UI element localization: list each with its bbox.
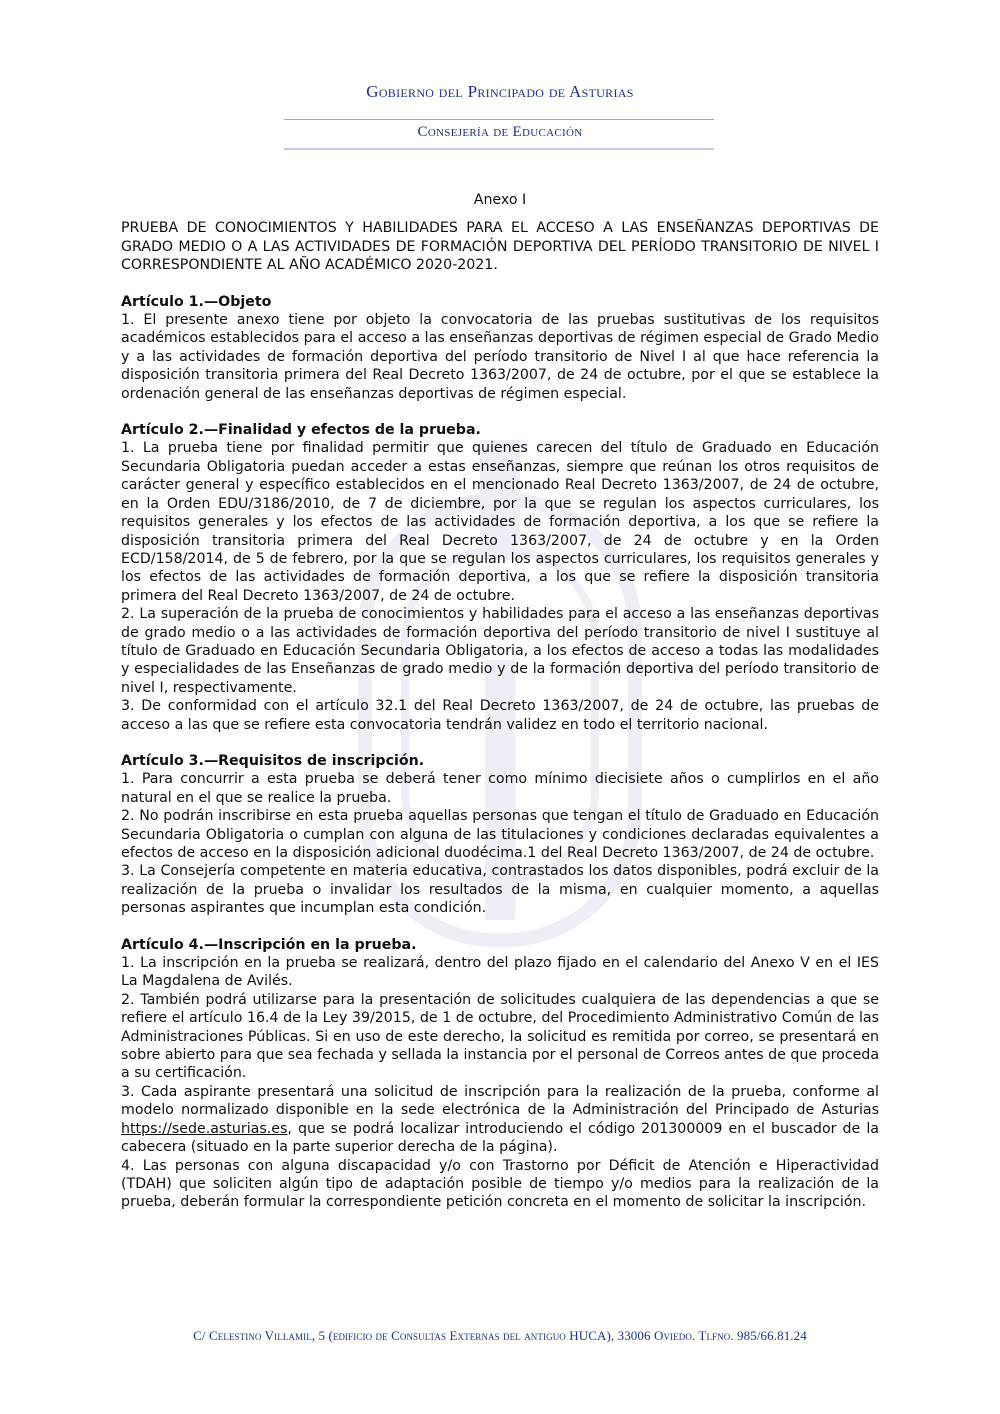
article-paragraph: 3. La Consejería competente en materia educativa, contrastados los datos disponibles, podrá excluir de la realización de la prueba o invalidar los resultados de la misma, en cualquier momento, a aquellas personas aspirantes que incumplan esta condición. [121, 863, 879, 917]
article-heading: Artículo 1.—Objeto [121, 293, 272, 310]
article-paragraph: 1. La inscripción en la prueba se realizará, dentro del plazo fijado en el calendario del Anexo V en el IES La Magdalena de Avilés. [121, 955, 879, 990]
article-1 [121, 293, 879, 403]
article-3 [121, 752, 879, 918]
document-title: PRUEBA DE CONOCIMIENTOS Y HABILIDADES PARA EL ACCESO A LAS ENSEÑANZAS DEPORTIVAS DE GRADO MEDIO O A LAS ACTIVIDADES DE FORMACIÓN DEPORTIVA DEL PERÍODO TRANSITORIO DE NIVEL I CORRESPONDIENTE AL AÑO ACADÉMICO 2020-2021. [121, 220, 879, 274]
article-paragraph: 3. De conformidad con el artículo 32.1 del Real Decreto 1363/2007, de 24 de octubre, las pruebas de acceso a las que se refiere esta convocatoria tendrán validez en todo el territorio nacional. [121, 698, 879, 733]
article-heading: Artículo 3.—Requisitos de inscripción. [121, 752, 425, 769]
article-heading: Artículo 4.—Inscripción en la prueba. [121, 936, 417, 953]
header-divider-bottom [284, 148, 714, 150]
sede-electronica-link[interactable]: https://sede.asturias.es [121, 1120, 288, 1137]
header-divider-top [284, 119, 714, 120]
article-paragraph: 2. No podrán inscribirse en esta prueba aquellas personas que tengan el título de Graduado en Educación Secundaria Obligatoria o cumplan con alguna de las titulaciones y condiciones declaradas equivalentes a efectos de acceso en la disposición adicional duodécima.1 del Real Decreto 1363/2007, de 24 de octubre. [121, 808, 879, 861]
department-header-subtitle: Consejería de Educación [417, 124, 583, 140]
article-heading: Artículo 2.—Finalidad y efectos de la prueba. [121, 422, 481, 439]
article-paragraph: 1. El presente anexo tiene por objeto la convocatoria de las pruebas sustitutivas de los requisitos académicos establecidos para el acceso a las enseñanzas deportivas de régimen especial de Grado Medio y a las actividades de formación deportiva del período transitorio de Nivel I al que hace referencia la disposición transitoria primera del Real Decreto 1363/2007, de 24 de octubre, por el que se establece la ordenación general de las enseñanzas deportivas de régimen especial. [121, 312, 879, 402]
article-paragraph: 4. Las personas con alguna discapacidad y/o con Trastorno por Déficit de Atención e Hiperactividad (TDAH) que soliciten algún tipo de adaptación posible de tiempo y/o medios para la realización de la prueba, deberán formular la correspondiente petición concreta en el momento de solicitar la inscripción. [121, 1157, 879, 1211]
footer-address: C/ Celestino Villamil, 5 (edificio de Consultas Externas del antiguo HUCA), 33006 Oviedo. Tlfno. 985/66.81.24 [193, 1328, 807, 1343]
paragraph-text: 3. Cada aspirante presentará una solicitud de inscripción para la realización de la prueba, conforme al modelo normalizado disponible en la sede electrónica de la Administración del Principado de Asturias [121, 1083, 879, 1119]
article-paragraph: 1. Para concurrir a esta prueba se deberá tener como mínimo diecisiete años o cumplirlos en el año natural en el que se realice la prueba. [121, 771, 879, 806]
article-paragraph: 2. La superación de la prueba de conocimientos y habilidades para el acceso a las enseñanzas deportivas de grado medio o a las actividades de formación deportiva del período transitorio de nivel I sustituye al título de Graduado en Educación Secundaria Obligatoria, a los efectos de acceso a todas las modalidades y especialidades de las Enseñanzas de grado medio y de la formación deportiva del período transitorio de nivel I, respectivamente. [121, 606, 879, 696]
annex-label: Anexo I [473, 192, 527, 208]
paragraph-text: , que se podrá localizar introduciendo el código 201300009 en el buscador de la cabecera (situado en la parte superior derecha de la página). [121, 1120, 879, 1156]
article-4 [121, 936, 879, 1212]
article-paragraph: 2. También podrá utilizarse para la presentación de solicitudes cualquiera de las dependencias a que se refiere el artículo 16.4 de la Ley 39/2015, de 1 de octubre, del Procedimiento Administrativo Común de las Administraciones Públicas. Si en uso de este derecho, la solicitud es remitida por correo, se presentará en sobre abierto para que sea fechada y sellada la instancia por el personal de Correos antes de que proceda a su certificación. [121, 991, 880, 1082]
article-2 [121, 421, 879, 734]
government-header-title: Gobierno del Principado de Asturias [366, 82, 634, 101]
article-paragraph [121, 1083, 879, 1157]
article-paragraph: 1. La prueba tiene por finalidad permitir que quienes carecen del título de Graduado en Educación Secundaria Obligatoria puedan acceder a estas enseñanzas, siempre que reúnan los otros requisitos de carácter general y específico establecidos en el mencionado Real Decreto 1363/2007, de 24 de octubre, en la Orden EDU/3186/2010, de 7 de diciembre, por la que se regulan los aspectos curriculares, los requisitos generales y los efectos de las actividades de formación deportiva, a los que se refiere la disposición transitoria primera del Real Decreto 1363/2007, de 24 de octubre y en la Orden ECD/158/2014, de 5 de febrero, por la que se regulan los aspectos curriculares, los requisitos generales y los efectos de las actividades de formación deportiva, a los que se refiere la disposición transitoria primera del Real Decreto 1363/2007, de 24 de octubre. [121, 440, 879, 604]
document-body [121, 191, 879, 1230]
